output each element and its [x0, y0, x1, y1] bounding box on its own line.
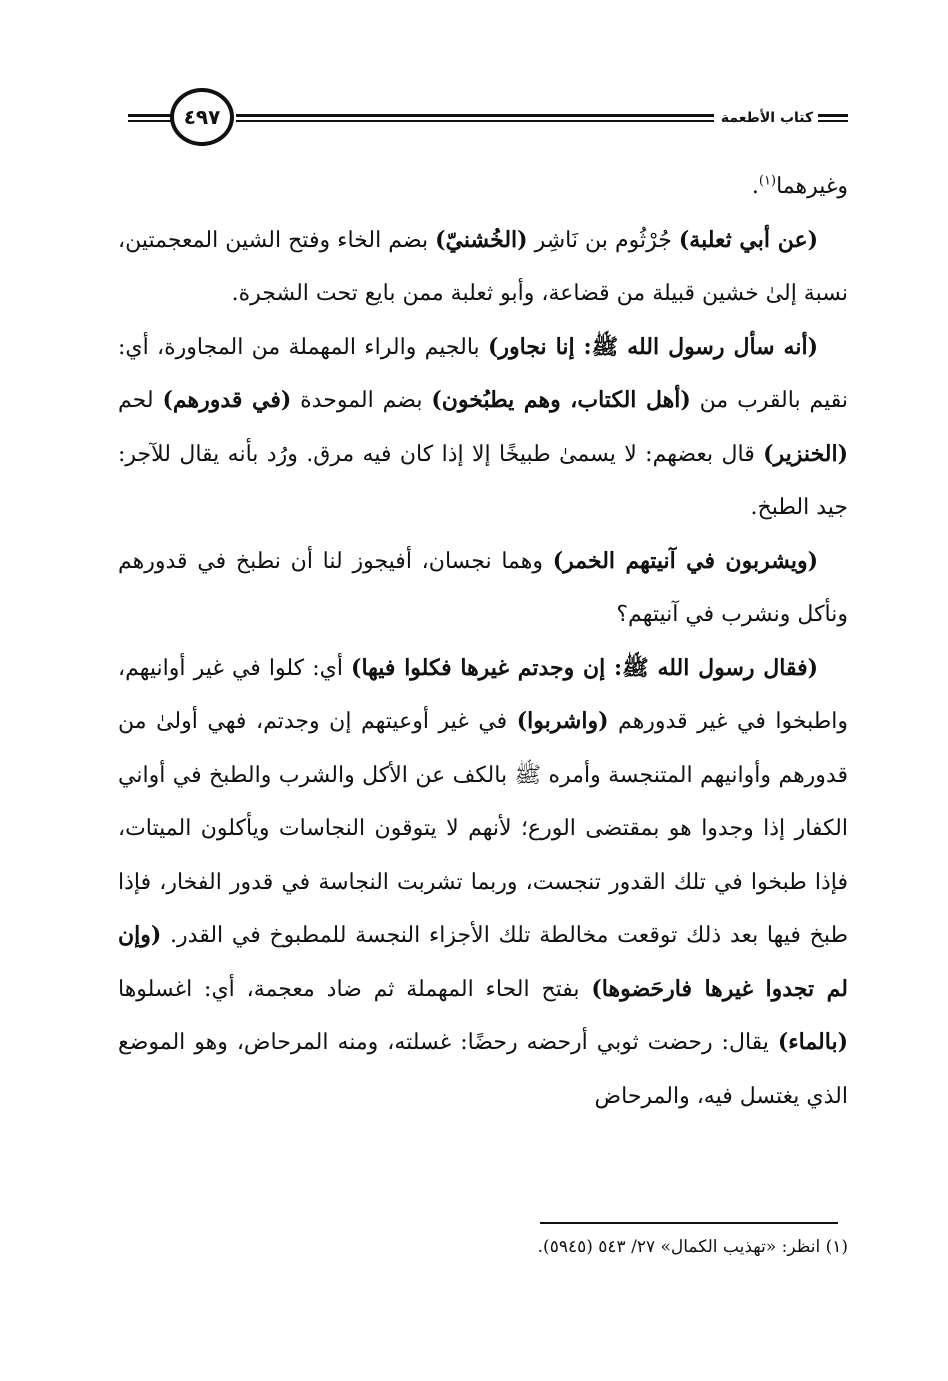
bold-quote: (الخُشنيّ)	[435, 226, 528, 253]
text-run: بالجيم والراء المهملة من المجاورة، أي: نقيم بالقرب من	[118, 334, 849, 413]
text-run: جُرْثُوم بن نَاشِر	[527, 227, 679, 253]
bold-quote: (أنه سأل رسول الله ﷺ: إنا نجاور)	[487, 333, 818, 360]
text-run: وهما نجسان، أفيجوز لنا أن نطبخ في قدورهم ونأكل ونشرب في آنيتهم؟	[118, 548, 848, 627]
text-run: لحم	[118, 388, 163, 413]
footnote-reference: (١)	[758, 173, 777, 189]
page-number-frame	[170, 88, 234, 146]
header-rule	[818, 120, 848, 122]
text-run: .	[751, 174, 759, 199]
bold-quote: (وإن لم تجدوا غيرها فارحَضوها)	[118, 922, 849, 1002]
header-rule	[236, 114, 714, 117]
main-text	[118, 160, 848, 1123]
text-run: يقال: رحضت ثوبي أرحضه رحضًا: غسلته، ومنه المرحاض، وهو الموضع الذي يغتسل فيه، والمرحاض	[118, 1030, 848, 1109]
text-run: بضم الموحدة	[291, 388, 432, 413]
bold-quote: (عن أبي ثعلبة)	[678, 226, 818, 253]
text-run: وغيرهما	[776, 174, 848, 199]
footnote-separator	[540, 1222, 838, 1224]
header-rule	[128, 114, 172, 117]
bold-quote: (فقال رسول الله ﷺ: إن وجدتم غيرها فكلوا فيها)	[351, 654, 818, 681]
bold-quote: (واشربوا)	[516, 708, 609, 734]
text-run: بضم الخاء وفتح الشين المعجمتين، نسبة إلىٰ خشين قبيلة من قضاعة، وأبو ثعلبة ممن بايع تحت الشجرة.	[118, 227, 848, 306]
paragraph-5	[118, 642, 848, 1124]
text-run: أي: كلوا في غير أوانيهم، واطبخوا في غير قدورهم	[118, 655, 848, 734]
bold-quote: (أهل الكتاب، وهم يطبُخون)	[431, 387, 691, 413]
header-rule	[818, 114, 848, 117]
footnote	[118, 1232, 848, 1262]
page-number: ٤٩٧	[183, 105, 221, 129]
running-title: كتاب الأطعمة	[718, 108, 816, 128]
paragraph-4	[118, 535, 848, 642]
bold-quote: (ويشربون في آنيتهم الخمر)	[552, 547, 818, 574]
paragraph-2	[118, 214, 848, 321]
header-rule	[128, 120, 172, 122]
bold-quote: (بالماء)	[777, 1029, 848, 1055]
bold-quote: (الخنزير)	[763, 440, 848, 467]
text-run: بفتح الحاء المهملة ثم ضاد معجمة، أي: اغسلوها	[118, 976, 592, 1002]
paragraph-3	[118, 321, 848, 535]
paragraph-1	[118, 160, 848, 214]
footnote-text: انظر: «تهذيب الكمال» ٢٧/ ٥٤٣ (٥٩٤٥).	[537, 1237, 821, 1257]
header-rule	[236, 120, 714, 122]
footnote-number: (١)	[825, 1237, 848, 1257]
running-header	[128, 86, 848, 154]
bold-quote: (في قدورهم)	[162, 387, 292, 413]
text-run: قال بعضهم: لا يسمىٰ طبيخًا إلا إذا كان فيه مرق. ورُد بأنه يقال للآجر: جيد الطبخ.	[118, 441, 848, 520]
text-run: في غير أوعيتهم إن وجدتم، فهي أولىٰ من قدورهم وأوانيهم المتنجسة وأمره ﷺ بالكف عن الأكل والشرب والطبخ في أواني الكفار إذا وجدوا هو بمقتضى الورع؛ لأنهم لا يتوقون النجاسات ويأكلون الميتات، فإذا طبخوا في تلك القدور تنجست، وربما تشربت النجاسة في قدور الفخار، فإذا طبخ فيها بعد ذلك توقعت مخالطة تلك الأجزاء النجسة للمطبوخ في القدر.	[118, 709, 848, 948]
